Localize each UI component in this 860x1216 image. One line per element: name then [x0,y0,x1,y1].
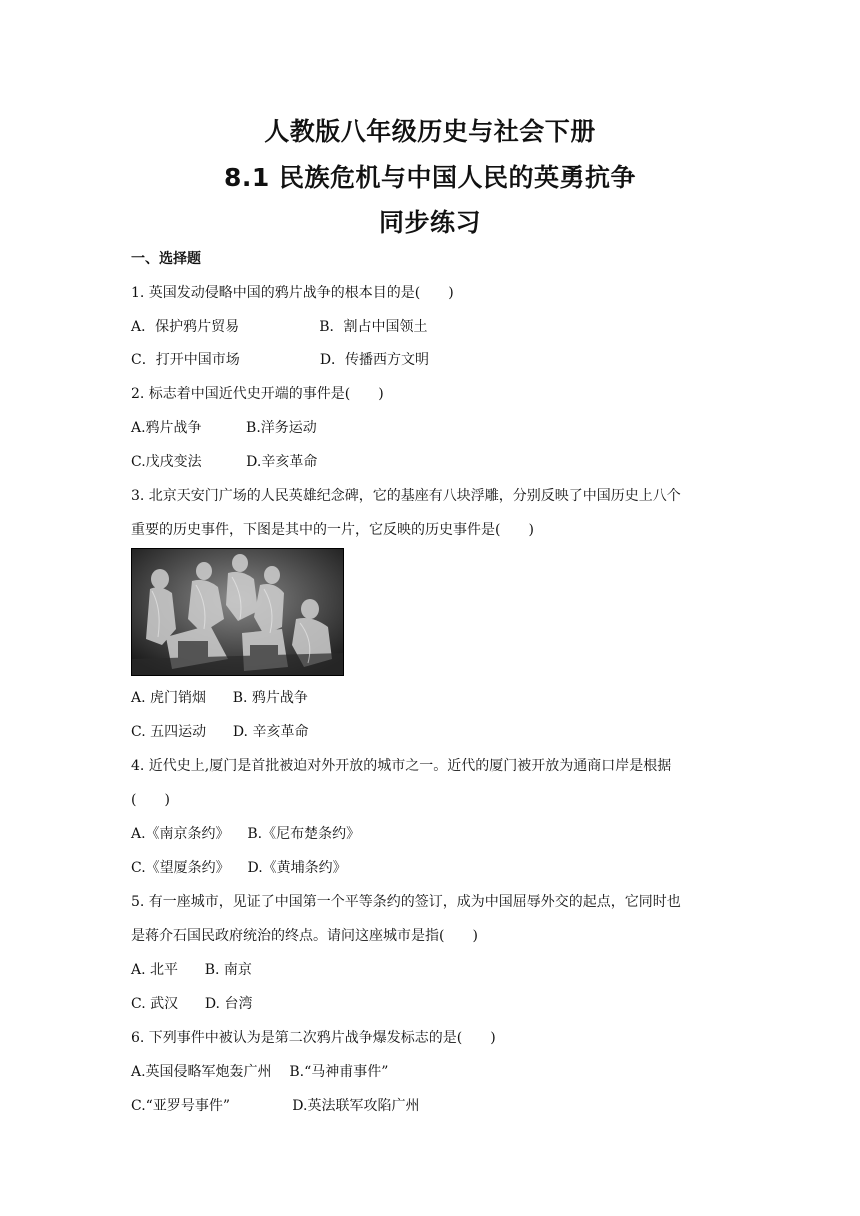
question-4-options-row-2: C.《望厦条约》 D.《黄埔条约》 [131,860,347,876]
question-5-options-row-1: A. 北平 B. 南京 [131,962,252,978]
question-6-options-row-2: C.“亚罗号事件” D.英法联军攻陷广州 [131,1098,420,1114]
question-6-options-row-1: A.英国侵略军炮轰广州 B.“马神甫事件” [131,1064,389,1080]
section-heading: 一、选择题 [131,251,201,267]
page-title-line-1: 人教版八年级历史与社会下册 [264,117,596,146]
page-title-line-2: 8.1 民族危机与中国人民的英勇抗争 [224,163,636,192]
relief-sculpture-image [131,548,344,676]
question-6-stem: 6. 下列事件中被认为是第二次鸦片战争爆发标志的是( ) [131,1030,496,1046]
question-1-stem: 1. 英国发动侵略中国的鸦片战争的根本目的是( ) [131,285,454,301]
relief-figures-graphic [132,549,343,675]
question-3-options-row-1: A. 虎门销烟 B. 鸦片战争 [131,690,308,706]
question-5-options-row-2: C. 武汉 D. 台湾 [131,996,253,1012]
question-1-options-row-1: A．保护鸦片贸易 B．割占中国领土 [131,319,428,335]
question-4-stem-line-1: 4. 近代史上,厦门是首批被迫对外开放的城市之一。近代的厦门被开放为通商口岸是根据 [131,758,672,774]
question-4-stem-line-2: ( ) [131,792,170,808]
question-1-options-row-2: C．打开中国市场 D．传播西方文明 [131,352,430,368]
page-title-line-3: 同步练习 [378,208,481,237]
question-5-stem-line-1: 5. 有一座城市，见证了中国第一个平等条约的签订，成为中国屈辱外交的起点，它同时也 [131,894,681,910]
question-2-stem: 2. 标志着中国近代史开端的事件是( ) [131,386,384,402]
question-5-stem-line-2: 是蒋介石国民政府统治的终点。请问这座城市是指( ) [131,928,478,944]
question-2-options-row-1: A.鸦片战争 B.洋务运动 [131,420,317,436]
question-4-options-row-1: A.《南京条约》 B.《尼布楚条约》 [131,826,361,842]
question-2-options-row-2: C.戊戌变法 D.辛亥革命 [131,454,318,470]
question-3-stem-line-2: 重要的历史事件，下图是其中的一片，它反映的历史事件是( ) [131,522,534,538]
question-3-stem-line-1: 3. 北京天安门广场的人民英雄纪念碑，它的基座有八块浮雕，分别反映了中国历史上八个 [131,488,681,504]
question-3-options-row-2: C. 五四运动 D. 辛亥革命 [131,724,309,740]
